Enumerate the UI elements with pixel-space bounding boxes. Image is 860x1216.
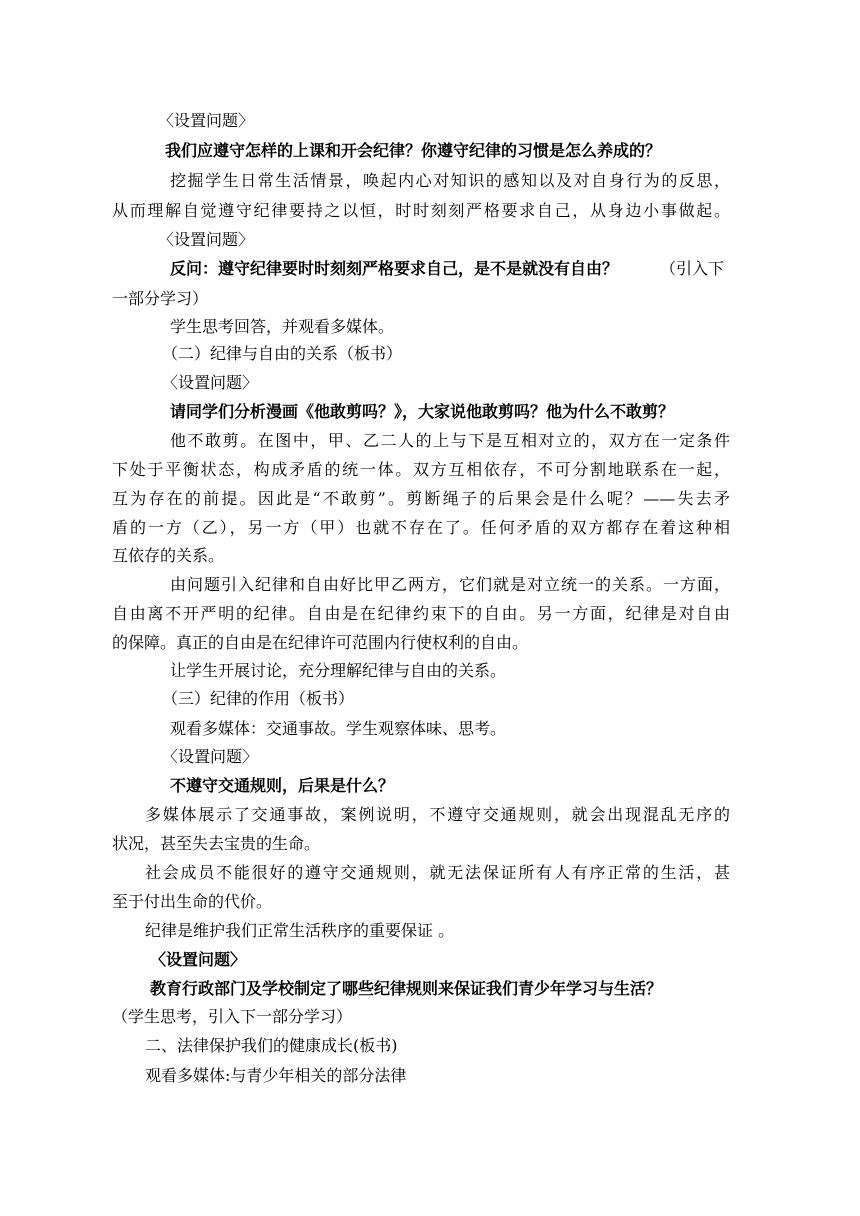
paragraph-line: 挖掘学生日常生活情景，唤起内心对知识的感知以及对自身行为的反思， — [170, 171, 730, 190]
section-marker: 〈设置问题〉 — [158, 230, 255, 249]
paragraph-line: 让学生开展讨论，充分理解纪律与自由的关系。 — [170, 661, 507, 680]
section-marker: 〈设置问题〉 — [162, 373, 259, 392]
paragraph-line: 的保障。真正的自由是在纪律许可范围内行使权利的自由。 — [112, 633, 529, 652]
question-text: 教育行政部门及学校制定了哪些纪律规则来保证我们青少年学习与生活？ — [150, 979, 663, 998]
paragraph-line: 观看多媒体:与青少年相关的部分法律 — [145, 1066, 407, 1085]
section-marker: 〈设置问题〉 — [150, 950, 247, 969]
paragraph-line: 从而理解自觉遵守纪律要持之以恒，时时刻刻严格要求自己，从身边小事做起。 — [112, 201, 730, 220]
paragraph-line: （引入下 — [660, 259, 725, 278]
paragraph-line: 社会成员不能很好的遵守交通规则，就无法保证所有人有序正常的生活，甚 — [145, 863, 730, 882]
paragraph-line: 至于付出生命的代价。 — [112, 892, 273, 911]
paragraph-line: 学生思考回答，并观看多媒体。 — [170, 317, 395, 336]
paragraph-line: 多媒体展示了交通事故，案例说明，不遵守交通规则，就会出现混乱无序的 — [145, 805, 730, 824]
question-text: 不遵守交通规则，后果是什么？ — [170, 776, 395, 795]
paragraph-line: 互为存在的前提。因此是“不敢剪”。剪断绳子的后果会是什么呢？——失去矛 — [112, 489, 730, 508]
paragraph-line: 下处于平衡状态，构成矛盾的统一体。双方互相依存，不可分割地联系在一起， — [112, 460, 730, 479]
paragraph-line: 盾的一方（乙），另一方（甲）也就不存在了。任何矛盾的双方都存在着这种相 — [112, 518, 730, 537]
section-heading: （二）纪律与自由的关系（板书） — [162, 344, 403, 363]
paragraph-line: 一部分学习） — [112, 289, 209, 308]
paragraph-line: 状况，甚至失去宝贵的生命。 — [112, 834, 321, 853]
question-text: 我们应遵守怎样的上课和开会纪律？你遵守纪律的习惯是怎么养成的？ — [165, 141, 662, 160]
section-heading: （三）纪律的作用（板书） — [162, 689, 355, 708]
question-text: 反问：遵守纪律要时时刻刻严格要求自己，是不是就没有自由？ — [170, 259, 619, 278]
section-marker: 〈设置问题〉 — [162, 747, 259, 766]
paragraph-line: 互依存的关系。 — [112, 546, 225, 565]
paragraph-line: 自由离不开严明的纪律。自由是在纪律约束下的自由。另一方面，纪律是对自由 — [112, 604, 730, 623]
paragraph-line: （学生思考，引入下一部分学习） — [112, 1007, 353, 1026]
paragraph-line: 观看多媒体：交通事故。学生观察体味、思考。 — [170, 719, 507, 738]
paragraph-line: 由问题引入纪律和自由好比甲乙两方，它们就是对立统一的关系。一方面， — [170, 575, 730, 594]
section-heading: 二、法律保护我们的健康成长(板书) — [145, 1036, 398, 1055]
section-marker: 〈设置问题〉 — [158, 111, 255, 130]
question-text: 请同学们分析漫画《他敢剪吗？》，大家说他敢剪吗？他为什么不敢剪？ — [170, 402, 675, 421]
paragraph-line: 纪律是维护我们正常生活秩序的重要保证 。 — [145, 921, 455, 940]
paragraph-line: 他不敢剪。在图中，甲、乙二人的上与下是互相对立的，双方在一定条件 — [170, 431, 730, 450]
